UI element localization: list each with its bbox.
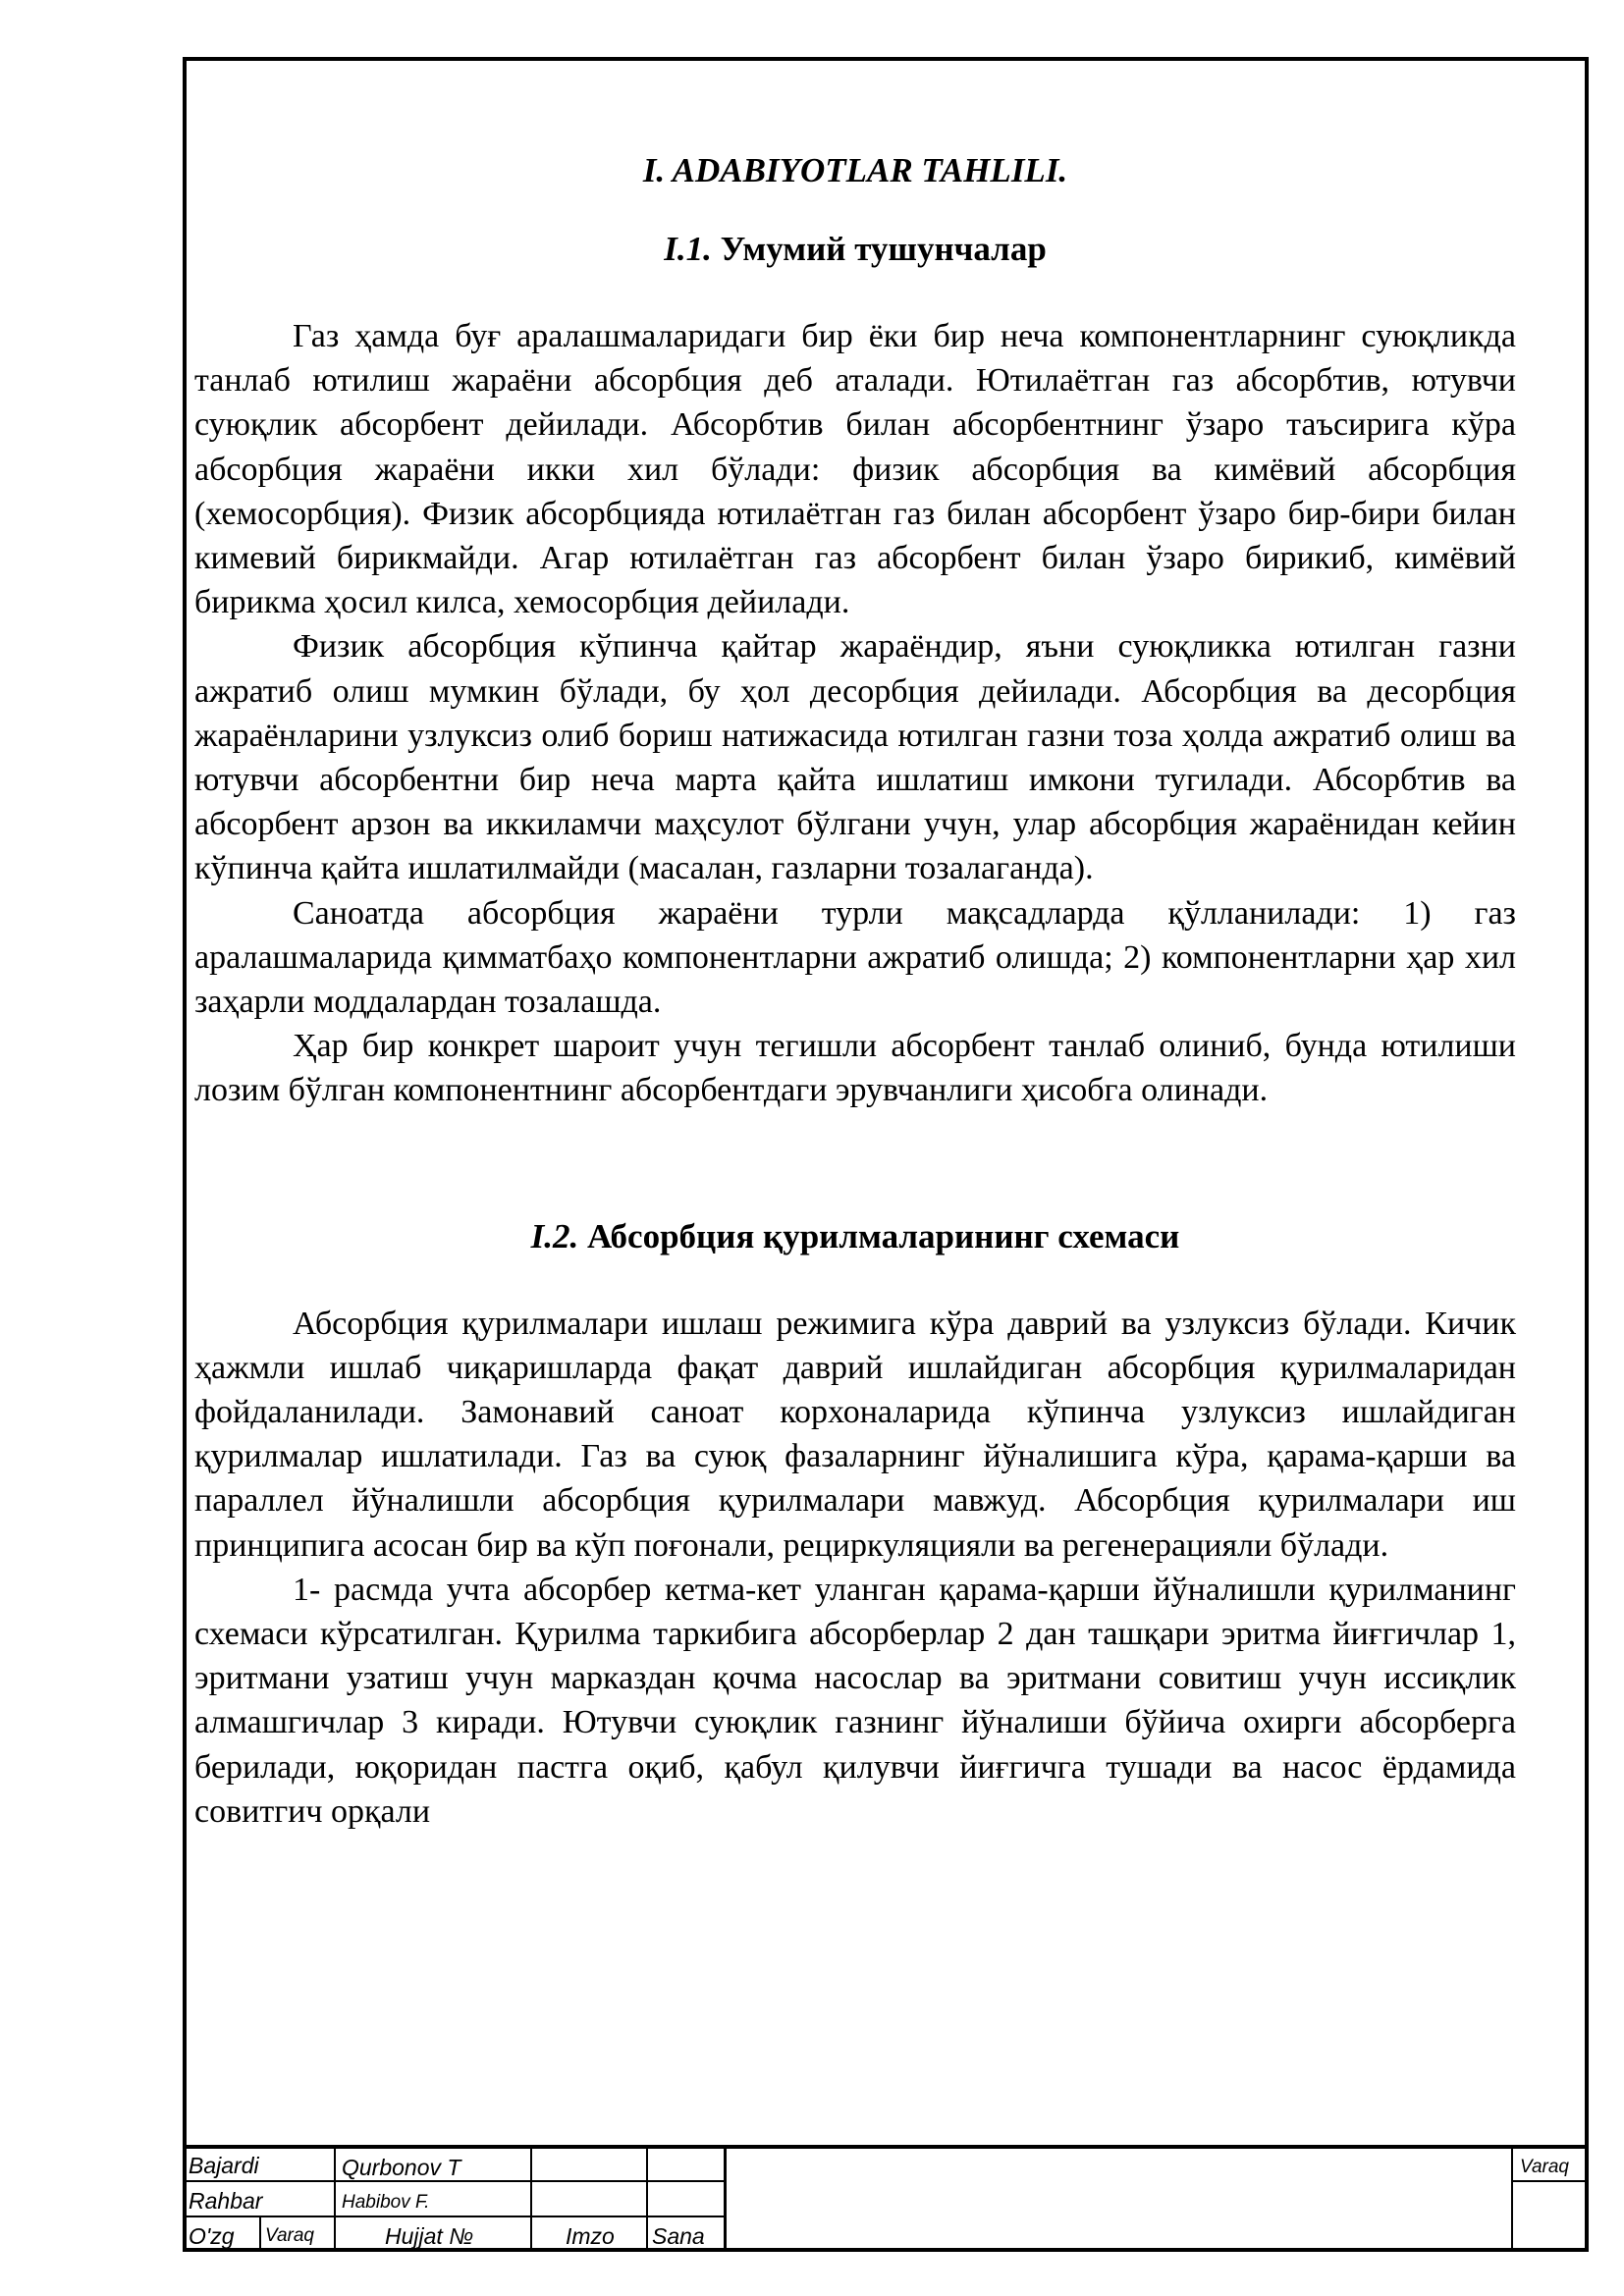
title-block-top-line (183, 2145, 1589, 2149)
sana-label: Sana (652, 2223, 705, 2249)
section-2-paragraph: Абсорбция қурилмалари ишлаш режимига кўра даврий ва узлуксиз бўлади. Кичик ҳажмли ишлаб чиқаришларда фақат даврий ишлайдиган абсорбция қурилмаларидан фойдаланилади. Замонавий саноат корхоналарида кўпинча узлуксиз ишлайдиган қурилмалар ишлатилади. Газ ва суюқ фазаларнинг йўналишига кўра, қарама-қарши ва параллел йўналишли абсорбция қурилмалари мавжуд. Абсорбция қурилмалари иш принципига асосан бир ва кўп поғонали, рециркуляцияли ва регенерацияли бўлади. (194, 1305, 1516, 1564)
section-1-paragraph: Саноатда абсорбция жараёни турли мақсадларда қўлланилади: 1) газ аралашмаларида қимматбаҳо компонентларни ажратиб олишда; 2) компонентларни ҳар хил заҳарли моддалардан тозалашда. (194, 894, 1516, 1021)
rahbar-label: Rahbar (189, 2188, 263, 2214)
varaq-small-label: Varaq (265, 2225, 314, 2246)
title-block-col-line (724, 2145, 727, 2252)
section-1-number: I.1. (664, 230, 712, 268)
bajardi-name: Qurbonov T (342, 2155, 461, 2180)
ozg-label: O'zg (189, 2223, 235, 2249)
section-1-paragraph: Физик абсорбция кўпинча қайтар жараёндир, яъни суюқликка ютилган газни ажратиб олиш мумкин бўлади, бу ҳол десорбция дейилади. Абсорбция ва десорбция жараёнларини узлуксиз олиб бориш натижасида ютилган газни тоза ҳолда ажратиб олиш ва ютувчи абсорбентни бир неча марта қайта ишлатиш имкони тугилади. Абсорбтив ва абсорбент арзон ва иккиламчи маҳсулот бўлгани учун, улар абсорбция жараёнидан кейин кўпинча қайта ишлатилмайди (масалан, газларни тозалаганда). (194, 628, 1516, 887)
section-2-heading (194, 1213, 1516, 1260)
title-block-col-line (646, 2145, 648, 2252)
varaq-label: Varaq (1520, 2157, 1569, 2177)
main-heading: I. ADABIYOTLAR TAHLILI. (642, 151, 1068, 189)
title-block-col-line (530, 2145, 532, 2252)
section-1-paragraph: Газ ҳамда буғ аралашмаларидаги бир ёки бир неча компонентларнинг суюқликда танлаб ютилиш жараёни абсорбция деб аталади. Ютилаётган газ абсорбтив, ютувчи суюқлик абсорбент дейилади. Абсорбтив билан абсорбентнинг ўзаро таъсирига кўра абсорбция жараёни икки хил бўлади: физик абсорбция ва кимёвий абсорбция (хемосорбция). Физик абсорбцияда ютилаётган газ билан абсорбент ўзаро бир-бири билан кимевий бирикмайди. Агар ютилаётган газ абсорбент билан ўзаро бирикиб, кимёвий бирикма ҳосил килса, хемосорбция дейилади. (194, 318, 1516, 621)
section-1-paragraph: Ҳар бир конкрет шароит учун тегишли абсорбент танлаб олиниб, бунда ютилиши лозим бўлган компонентнинг абсорбентдаги эрувчанлиги ҳисобга олинади. (194, 1028, 1516, 1109)
bajardi-label: Bajardi (189, 2153, 259, 2178)
title-block-row-line (183, 2216, 726, 2217)
imzo-label: Imzo (566, 2223, 615, 2249)
title-block-row-line (183, 2180, 726, 2182)
title-block-col-line (1511, 2145, 1513, 2252)
section-2-number: I.2. (530, 1216, 579, 1255)
rahbar-name: Habibov F. (342, 2192, 430, 2213)
title-block (183, 2145, 1589, 2252)
section-2-title: Абсорбция қурилмаларининг схемаси (587, 1216, 1180, 1255)
section-1-title: Умумий тушунчалар (720, 230, 1047, 268)
section-2-paragraph: 1- расмда учта абсорбер кетма-кет уланган қарама-қарши йўналишли қурилманинг схемаси кўрсатилган. Қурилма таркибига абсорберлар 2 дан ташқари эритма йиғгичлар 1, эритмани узатиш учун марказдан қочма насослар ва эритмани совитиш учун иссиқлик алмашгичлар 3 киради. Ютувчи суюқлик газнинг йўналиши бўйича охирги абсорберга берилади, юқоридан пастга оқиб, қабул қилувчи йиғгичга тушади ва насос ёрдамида совитгич орқали (194, 1571, 1516, 1830)
document-body (194, 147, 1516, 1834)
title-block-varaq-line (1512, 2180, 1589, 2182)
section-1-heading (194, 226, 1516, 273)
title-block-col-line (259, 2216, 261, 2252)
title-block-col-line (334, 2145, 336, 2252)
hujjat-label: Hujjat № (385, 2223, 474, 2249)
